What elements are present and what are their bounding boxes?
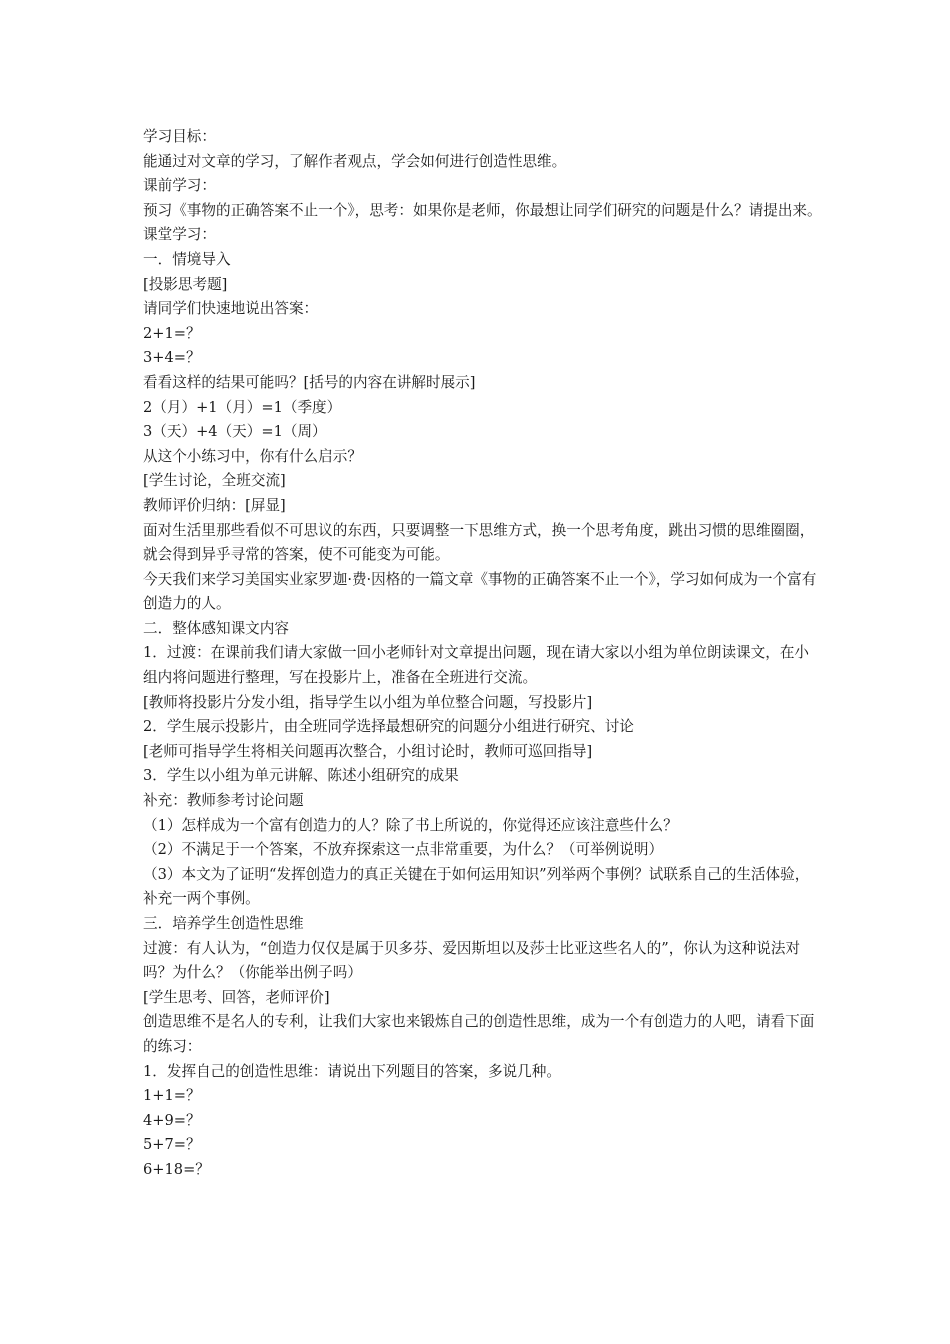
paragraph: 过渡：有人认为，“创造力仅仅是属于贝多芬、爱因斯坦以及莎士比亚这些名人的”，你认为这种说法对吗？为什么？（你能举出例子吗） (143, 939, 801, 982)
paragraph: 看看这样的结果可能吗？[括号的内容在讲解时展示] (143, 373, 476, 391)
paragraph: 能通过对文章的学习，了解作者观点，学会如何进行创造性思维。 (143, 152, 567, 170)
paragraph: [教师将投影片分发小组，指导学生以小组为单位整合问题，写投影片] (143, 693, 593, 711)
paragraph: [投影思考题] (143, 275, 228, 293)
equation: 2（月）+1（月）=1（季度） (143, 398, 342, 416)
equation: 2+1=？ (143, 324, 201, 342)
paragraph: 1．发挥自己的创造性思维：请说出下列题目的答案，多说几种。 (143, 1062, 561, 1080)
paragraph: 面对生活里那些看似不可思议的东西，只要调整一下思维方式，换一个思考角度，跳出习惯的思维圈圈，就会得到异乎寻常的答案，使不可能变为可能。 (143, 521, 815, 564)
paragraph: [学生思考、回答，老师评价] (143, 988, 330, 1006)
paragraph: 请同学们快速地说出答案： (143, 300, 319, 318)
paragraph: 1．过渡：在课前我们请大家做一回小老师针对文章提出问题，现在请大家以小组为单位朗读课文，在小组内将问题进行整理，写在投影片上，准备在全班进行交流。 (143, 644, 810, 687)
section-heading: 二．整体感知课文内容 (143, 619, 289, 637)
section-heading: 三．培养学生创造性思维 (143, 915, 304, 932)
paragraph: [老师可指导学生将相关问题再次整合，小组讨论时，教师可巡回指导] (143, 742, 593, 760)
paragraph: 2．学生展示投影片，由全班同学选择最想研究的问题分小组进行研究、讨论 (143, 718, 634, 736)
section-heading: 一．情境导入 (143, 250, 231, 268)
paragraph: 从这个小练习中，你有什么启示？ (143, 447, 362, 465)
heading-learning-goals: 学习目标： (143, 128, 216, 145)
heading-in-class: 课堂学习： (143, 226, 216, 244)
document-body (143, 125, 823, 1183)
paragraph: 补充：教师参考讨论问题 (143, 792, 304, 810)
equation: 3+4=？ (143, 349, 201, 367)
equation: 4+9=？ (143, 1111, 201, 1129)
heading-pre-class: 课前学习： (143, 177, 216, 195)
equation: 3（天）+4（天）=1（周） (143, 423, 327, 441)
equation: 5+7=？ (143, 1136, 201, 1154)
equation: 6+18=？ (143, 1160, 210, 1178)
paragraph: 教师评价归纳：[屏显] (143, 496, 286, 514)
paragraph: 创造思维不是名人的专利，让我们大家也来锻炼自己的创造性思维，成为一个有创造力的人吧，请看下面的练习： (143, 1013, 815, 1055)
paragraph: 3．学生以小组为单元讲解、陈述小组研究的成果 (143, 767, 459, 785)
paragraph: 预习《事物的正确答案不止一个》，思考：如果你是老师，你最想让同学们研究的问题是什么？请提出来。 (143, 201, 822, 219)
paragraph: 今天我们来学习美国实业家罗迦·费·因格的一篇文章《事物的正确答案不止一个》，学习如何成为一个富有创造力的人。 (143, 570, 817, 613)
list-item: （3）本文为了证明“发挥创造力的真正关键在于如何运用知识”列举两个事例？试联系自己的生活体验，补充一两个事例。 (143, 865, 810, 908)
list-item: （2）不满足于一个答案，不放弃探索这一点非常重要，为什么？（可举例说明） (143, 841, 664, 859)
paragraph: [学生讨论，全班交流] (143, 472, 286, 490)
equation: 1+1=？ (143, 1087, 201, 1105)
list-item: （1）怎样成为一个富有创造力的人？除了书上所说的，你觉得还应该注意些什么？ (143, 816, 678, 834)
